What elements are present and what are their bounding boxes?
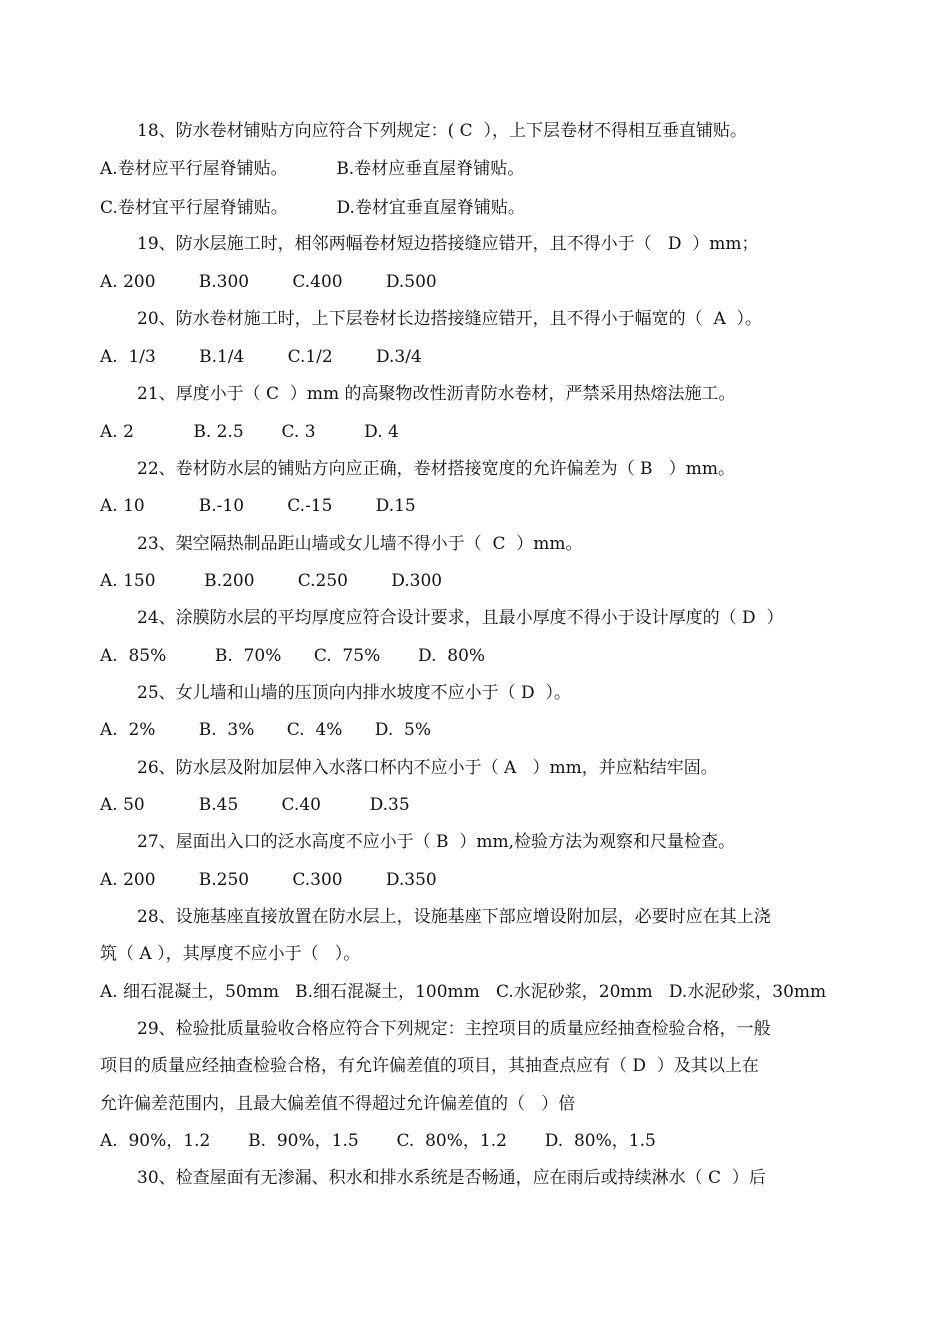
options-28: A. 细石混凝土，50mm B.细石混凝土，100mm C.水泥砂浆，20mm D.水泥砂浆，30mm	[100, 982, 827, 1002]
question-29-line2: 项目的质量应经抽查检验合格，有允许偏差值的项目，其抽查点应有（ D ）及其以上在	[100, 1056, 759, 1076]
question-19: 19、防水层施工时，相邻两幅卷材短边搭接缝应错开，且不得小于（ D ）mm；	[137, 234, 759, 254]
question-27: 27、屋面出入口的泛水高度不应小于（ B ）mm,检验方法为观察和尺量检查。	[137, 832, 735, 852]
question-25: 25、女儿墙和山墙的压顶向内排水坡度不应小于（ D ）。	[137, 683, 571, 703]
options-22: A. 10 B.-10 C.-15 D.15	[100, 496, 416, 516]
options-18-ab: A.卷材应平行屋脊铺贴。 B.卷材应垂直屋脊铺贴。	[100, 159, 525, 179]
options-20: A. 1/3 B.1/4 C.1/2 D.3/4	[100, 347, 422, 367]
options-24: A. 85% B. 70% C. 75% D. 80%	[100, 646, 486, 666]
question-30-line1: 30、检查屋面有无渗漏、积水和排水系统是否畅通，应在雨后或持续淋水（ C ）后	[137, 1168, 766, 1188]
options-26: A. 50 B.45 C.40 D.35	[100, 795, 410, 815]
options-23: A. 150 B.200 C.250 D.300	[100, 571, 443, 591]
options-21: A. 2 B. 2.5 C. 3 D. 4	[100, 422, 399, 442]
options-18-cd: C.卷材宜平行屋脊铺贴。 D.卷材宜垂直屋脊铺贴。	[100, 198, 525, 218]
question-29-line3: 允许偏差范围内，且最大偏差值不得超过允许偏差值的（ ）倍	[100, 1094, 576, 1114]
options-29: A. 90%，1.2 B. 90%，1.5 C. 80%，1.2 D. 80%，1.5	[100, 1131, 656, 1151]
question-28-line1: 28、设施基座直接放置在防水层上，设施基座下部应增设附加层，必要时应在其上浇	[137, 907, 771, 927]
question-20: 20、防水卷材施工时，上下层卷材长边搭接缝应错开，且不得小于幅宽的（ A ）。	[137, 309, 763, 329]
question-23: 23、架空隔热制品距山墙或女儿墙不得小于（ C ）mm。	[137, 534, 583, 554]
question-21: 21、厚度小于（ C ）mm 的高聚物改性沥青防水卷材，严禁采用热熔法施工。	[137, 384, 736, 404]
options-27: A. 200 B.250 C.300 D.350	[100, 870, 437, 890]
question-22: 22、卷材防水层的铺贴方向应正确，卷材搭接宽度的允许偏差为（ B ）mm。	[137, 459, 735, 479]
options-19: A. 200 B.300 C.400 D.500	[100, 272, 437, 292]
question-24: 24、涂膜防水层的平均厚度应符合设计要求，且最小厚度不得小于设计厚度的（ D ）	[137, 608, 784, 628]
question-28-line2: 筑（ A ），其厚度不应小于（ ）。	[100, 944, 361, 964]
question-29-line1: 29、检验批质量验收合格应符合下列规定：主控项目的质量应经抽查检验合格，一般	[137, 1019, 771, 1039]
question-18: 18、防水卷材铺贴方向应符合下列规定：( C ），上下层卷材不得相互垂直铺贴。	[137, 121, 747, 141]
question-26: 26、防水层及附加层伸入水落口杯内不应小于（ A ）mm，并应粘结牢固。	[137, 758, 718, 778]
options-25: A. 2% B. 3% C. 4% D. 5%	[100, 720, 431, 740]
